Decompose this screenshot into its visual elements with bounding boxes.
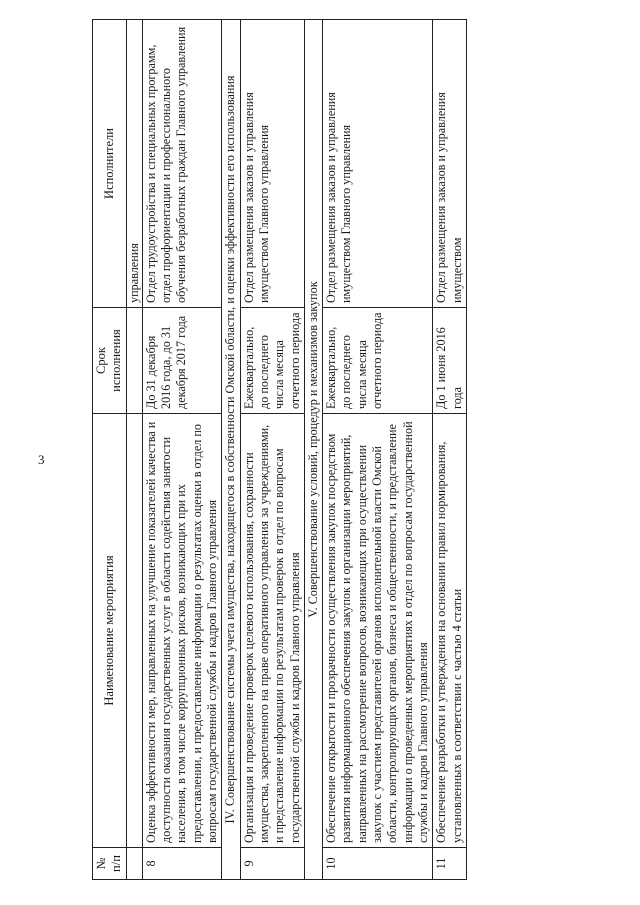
row-deadline: Ежеквартально, до последнего числа месяца отчетного периода — [323, 308, 433, 414]
row-name: Обеспечение разработки и утверждения на основании правил нормирования, установленных в соответствии с частью 4 статьи — [433, 414, 467, 848]
header-executors: Исполнители — [93, 20, 127, 308]
page-number: 3 — [38, 452, 45, 467]
table-row — [433, 20, 467, 880]
row-deadline: До 31 декабря 2016 года, до 31 декабря 2017 года — [142, 308, 221, 414]
table-row — [240, 20, 304, 880]
row-executors: Отдел трудоустройства и специальных программ, отдел профориентации и профессионального обучения безработных граждан Главного управления — [142, 20, 221, 308]
continued-row — [126, 20, 142, 880]
row-num: 9 — [240, 848, 304, 880]
row-num: 8 — [142, 848, 221, 880]
rotated-page — [92, 20, 592, 880]
header-row — [93, 20, 127, 880]
row-deadline: До 1 июня 2016 года — [433, 308, 467, 414]
header-deadline: Срок исполнения — [93, 308, 127, 414]
header-num: № п/п — [93, 848, 127, 880]
row-deadline: Ежеквартально, до последнего числа месяца отчетного периода — [240, 308, 304, 414]
section-row — [222, 20, 240, 880]
section-5-title: V. Совершенствование условий, процедур и механизмов закупок — [304, 20, 322, 880]
table-row — [323, 20, 433, 880]
section-row — [304, 20, 322, 880]
measures-table — [92, 19, 467, 880]
row-executors: Отдел размещения заказов и управления имуществом — [433, 20, 467, 308]
row-name: Организация и проведение проверок целевого использования, сохранности имущества, закрепленного на праве оперативного управления за учреждениями, и представление информации по результатам проверок в отдел по вопросам государственной службы и кадров Главного управления — [240, 414, 304, 848]
row-num: 11 — [433, 848, 467, 880]
header-name: Наименование мероприятия — [93, 414, 127, 848]
row-name: Обеспечение открытости и прозрачности осуществления закупок посредством развития информационного обеспечения закупок и организации мероприятий, направленных на рассмотрение вопросов, возникающих при осуществлении закупок с участием представителей органов исполнительной власти Омской области, контролирующих органов, бизнеса и общественности, и представление информации о проведенных мероприятиях в отдел по вопросам государственной службы и кадров Главного управления — [323, 414, 433, 848]
row-num: 10 — [323, 848, 433, 880]
row-executors: Отдел размещения заказов и управления имуществом Главного управления — [240, 20, 304, 308]
row-executors: Отдел размещения заказов и управления имуществом Главного управления — [323, 20, 433, 308]
section-4-title: IV. Совершенствование системы учета имущества, находящегося в собственности Омской области, и оценки эффективности его использования — [222, 20, 240, 880]
row-name: Оценка эффективности мер, направленных на улучшение показателей качества и доступности оказания государственных услуг в области содействия занятости населения, в том числе коррупционных рисков, возникающих при их предоставлении, и предоставление информации о результатах оценки в отдел по вопросам государственной службы и кадров Главного управления — [142, 414, 221, 848]
table-row — [142, 20, 221, 880]
continued-executor: управления — [126, 20, 142, 308]
